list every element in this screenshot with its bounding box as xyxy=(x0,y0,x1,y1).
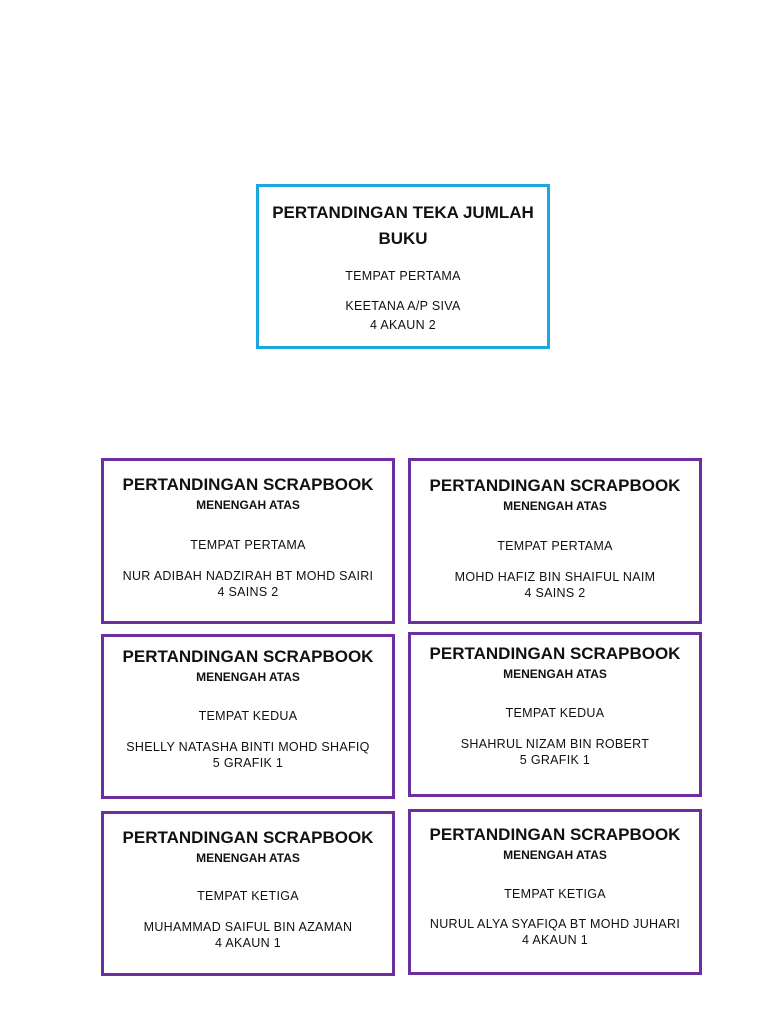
card-winner-class: 5 GRAFIK 1 xyxy=(519,753,591,767)
card-subtitle: MENENGAH ATAS xyxy=(503,667,607,681)
card-winner-name: SHAHRUL NIZAM BIN ROBERT xyxy=(460,737,650,751)
card-place: TEMPAT KETIGA xyxy=(504,887,606,901)
card-winner-name: NURUL ALYA SYAFIQA BT MOHD JUHARI xyxy=(429,917,681,931)
card-winner-name: KEETANA A/P SIVA xyxy=(345,299,461,313)
card-subtitle: MENENGAH ATAS xyxy=(196,670,300,684)
card-title: PERTANDINGAN SCRAPBOOK xyxy=(122,647,374,666)
card-winner-class: 4 AKAUN 2 xyxy=(370,318,436,332)
card-place: TEMPAT PERTAMA xyxy=(497,539,613,553)
award-card-book-count xyxy=(256,184,550,349)
card-title: PERTANDINGAN SCRAPBOOK xyxy=(122,828,374,847)
card-winner-name: SHELLY NATASHA BINTI MOHD SHAFIQ xyxy=(126,740,370,754)
card-winner-class: 4 AKAUN 1 xyxy=(215,936,281,950)
card-winner-class: 4 SAINS 2 xyxy=(217,585,279,599)
card-subtitle: MENENGAH ATAS xyxy=(196,498,300,512)
card-title-line1: PERTANDINGAN TEKA JUMLAH xyxy=(272,203,534,222)
card-title: PERTANDINGAN SCRAPBOOK xyxy=(122,475,374,494)
card-title: PERTANDINGAN SCRAPBOOK xyxy=(429,825,681,844)
card-title xyxy=(259,201,547,250)
card-subtitle: MENENGAH ATAS xyxy=(503,848,607,862)
card-winner-name: NUR ADIBAH NADZIRAH BT MOHD SAIRI xyxy=(122,569,374,583)
card-winner-name: MOHD HAFIZ BIN SHAIFUL NAIM xyxy=(454,570,656,584)
card-place: TEMPAT PERTAMA xyxy=(190,538,306,552)
card-winner-class: 5 GRAFIK 1 xyxy=(212,756,284,770)
card-title: PERTANDINGAN SCRAPBOOK xyxy=(429,476,681,495)
card-winner-name: MUHAMMAD SAIFUL BIN AZAMAN xyxy=(143,920,353,934)
card-winner-class: 4 AKAUN 1 xyxy=(522,933,588,947)
award-card-scrapbook xyxy=(101,811,395,976)
card-winner-class: 4 SAINS 2 xyxy=(524,586,586,600)
award-card-scrapbook xyxy=(101,634,395,799)
card-place: TEMPAT KEDUA xyxy=(198,709,298,723)
award-card-scrapbook xyxy=(408,458,702,624)
award-card-scrapbook xyxy=(408,809,702,975)
card-place: TEMPAT KETIGA xyxy=(197,889,299,903)
card-subtitle: MENENGAH ATAS xyxy=(196,851,300,865)
card-subtitle: MENENGAH ATAS xyxy=(503,499,607,513)
card-title-line2: BUKU xyxy=(378,229,428,248)
card-place: TEMPAT PERTAMA xyxy=(345,269,461,283)
award-card-scrapbook xyxy=(101,458,395,624)
card-title: PERTANDINGAN SCRAPBOOK xyxy=(429,644,681,663)
award-card-scrapbook xyxy=(408,632,702,797)
card-place: TEMPAT KEDUA xyxy=(505,706,605,720)
